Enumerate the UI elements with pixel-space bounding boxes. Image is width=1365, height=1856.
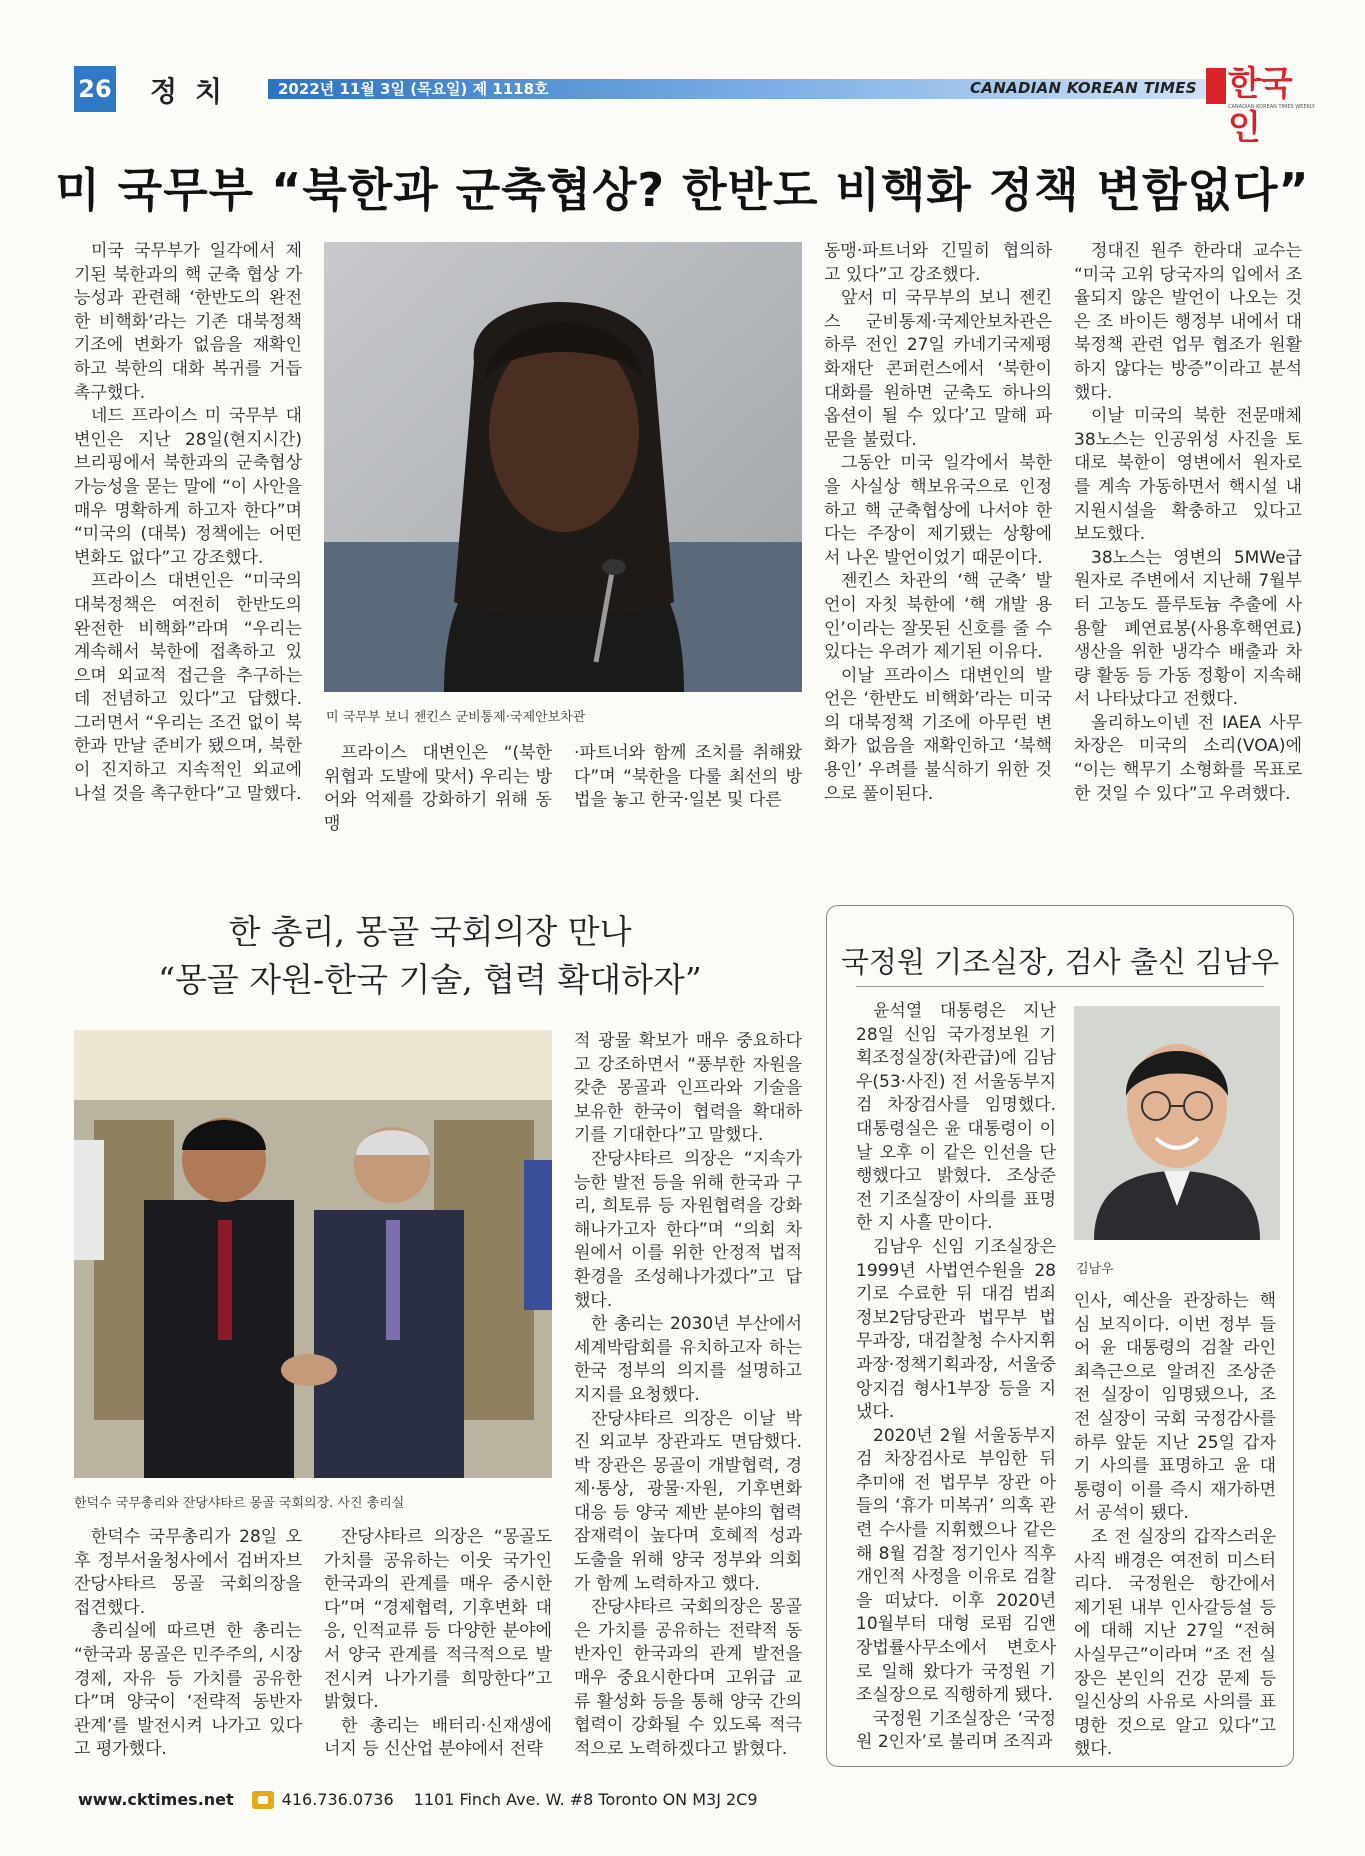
paragraph: 미국 국무부가 일각에서 제기된 북한과의 핵 군축 협상 가능성과 관련해 ‘한반도의 완전한 비핵화’라는 기존 대북정책 기조에 변화가 없음을 재확인하고 북한의 대화 복귀를 거듭 촉구했다. — [74, 241, 302, 403]
footer — [78, 1790, 758, 1809]
paragraph: 국정원 기조실장은 ‘국정원 2인자’로 불리며 조직과 — [856, 1708, 1056, 1753]
article1-column-3 — [574, 742, 802, 813]
phone-icon — [252, 1791, 274, 1809]
article1-headline: 미 국무부 “북한과 군축협상? 한반도 비핵화 정책 변함없다” — [55, 163, 1310, 217]
address: 1101 Finch Ave. W. #8 Toronto ON M3J 2C9 — [413, 1790, 758, 1809]
article1-column-2 — [324, 742, 552, 836]
article2-column-3 — [574, 1030, 802, 1761]
paragraph: 잔당샤타르 의장은 “지속가능한 발전 등을 위해 한국과 구리, 희토류 등 자원협력을 강화해나가고자 한다”며 “의회 차원에서 이를 위한 안정적 법적 환경을 조성해나가겠다”고 답했다. — [574, 1148, 802, 1311]
logo-mark-icon — [1206, 68, 1226, 104]
paragraph: 앞서 미 국무부의 보니 젠킨스 군비통제·국제안보차관은 하루 전인 27일 카네기국제평화재단 콘퍼런스에서 ‘북한이 대화를 원하면 군축도 하나의 옵션이 될 수 있다’고 말해 파문을 불렀다. — [824, 288, 1052, 450]
article3-photo — [1074, 1006, 1280, 1240]
paragraph: 한 총리는 배터리·신재생에너지 등 신산업 분야에서 전략 — [324, 1715, 552, 1760]
page-number: 26 — [74, 66, 116, 112]
logo-text: 한국인 — [1228, 64, 1292, 148]
handshake-photo-image — [74, 1030, 552, 1478]
paragraph: 적 광물 확보가 매우 중요하다고 강조하면서 “풍부한 자원을 갖춘 몽골과 인프라와 기술을 보유한 한국이 협력을 확대하기를 기대한다”고 말했다. — [574, 1031, 802, 1146]
masthead-logo — [1206, 62, 1318, 148]
paragraph: 정대진 원주 한라대 교수는 “미국 고위 당국자의 입에서 조율되지 않은 발언이 나오는 것은 조 바이든 행정부 내에서 대북정책 관련 업무 협조가 원활하지 않다는 방증”이라고 분석했다. — [1074, 241, 1302, 403]
publication-name: CANADIAN KOREAN TIMES — [970, 79, 1197, 97]
phone-number: 416.736.0736 — [281, 1790, 394, 1809]
paragraph: 프라이스 대변인은 “미국의 대북정책은 여전히 한반도의 완전한 비핵화”라며 “우리는 계속해서 북한에 접촉하고 있으며 외교적 접근을 추구하는 데 전념하고 있다”고 답했다. 그러면서 “우리는 조건 없이 북한과 만날 준비가 됐으며, 북한이 진지하고 지속적인 외교에 나설 것을 촉구한다”고 말했다. — [74, 571, 302, 804]
article1-column-5 — [1074, 240, 1302, 806]
paragraph: 2020년 2월 서울동부지검 차장검사로 부임한 뒤 추미애 전 법무부 장관 아들의 ‘휴가 미복귀’ 의혹 관련 수사를 지휘했으나 같은 해 8월 검찰 정기인사 직후 개인적 사정을 이유로 검찰을 떠났다. 이후 2020년 10월부터 대형 로펌 김앤장법률사무소에서 변호사로 일해 왔다가 국정원 기조실장으로 직행하게 됐다. — [856, 1425, 1056, 1706]
headshot-image — [1074, 1006, 1280, 1240]
paragraph: ·파트너와 함께 조치를 취해왔다”며 “북한을 다룰 최선의 방법을 놓고 한국·일본 및 다른 — [574, 743, 802, 811]
paragraph: 프라이스 대변인은 “(북한 위협과 도발에 맞서) 우리는 방어와 억제를 강화하기 위해 동맹 — [324, 743, 552, 834]
paragraph: 잔당샤타르 국회의장은 몽골은 가치를 공유하는 전략적 동반자인 한국과의 관계 발전을 매우 중요시한다며 고위급 교류 활성화 등을 통해 양국 간의 협력이 강화될 수 있도록 적극적으로 노력하겠다고 밝혔다. — [574, 1597, 802, 1759]
website-link[interactable]: www.cktimes.net — [78, 1790, 234, 1809]
paragraph: 이날 프라이스 대변인의 발언은 ‘한반도 비핵화’라는 미국의 대북정책 기조에 아무런 변화가 없음을 재확인하고 ‘북핵 용인’ 우려를 불식하기 위한 것으로 풀이된다. — [824, 665, 1052, 804]
paragraph: 젠킨스 차관의 ‘핵 군축’ 발언이 자칫 북한에 ‘핵 개발 용인’이라는 잘못된 신호를 줄 수 있다는 우려가 제기된 이유다. — [824, 571, 1052, 663]
article2-photo-caption: 한덕수 국무총리와 잔당샤타르 몽골 국회의장. 사진 총리실 — [74, 1496, 405, 1511]
article2-headline-line2: “몽골 자원-한국 기술, 협력 확대하자” — [158, 960, 702, 999]
article1-photo-caption: 미 국무부 보니 젠킨스 군비통제·국제안보차관 — [326, 710, 586, 725]
paragraph: 잔당샤타르 의장은 이날 박진 외교부 장관과도 면담했다. 박 장관은 몽골이 개발협력, 경제·통상, 광물·자원, 기후변화 대응 등 양국 제반 분야의 협력 잠재력이 높다며 호혜적 성과 도출을 위해 양국 정부와 의회가 함께 노력하자고 했다. — [574, 1408, 802, 1594]
article1-photo — [324, 242, 802, 692]
official-portrait-image — [324, 242, 802, 692]
paragraph: 잔당샤타르 의장은 “몽골도 가치를 공유하는 이웃 국가인 한국과의 관계를 매우 중시한다”며 “경제협력, 기후변화 대응, 인적교류 등 다양한 분야에서 양국 관계를 적극적으로 발전시켜 나가기를 희망한다”고 밝혔다. — [324, 1527, 552, 1713]
article3-headline: 국정원 기조실장, 검사 출신 김남우 — [840, 945, 1280, 979]
sidebar-divider — [856, 986, 1264, 987]
article2-column-1 — [74, 1526, 302, 1762]
article2-column-2 — [324, 1526, 552, 1762]
paragraph: 동맹·파트너와 긴밀히 협의하고 있다”고 강조했다. — [824, 241, 1052, 285]
article2-headline — [60, 908, 800, 1004]
paragraph: 한덕수 국무총리가 28일 오후 정부서울청사에서 검버자브 잔당샤타르 몽골 국회의장을 접견했다. — [74, 1527, 302, 1618]
paragraph: 김남우 신임 기조실장은 1999년 사법연수원을 28기로 수료한 뒤 대검 범죄정보2담당관과 법무부 법무과장, 대검찰청 수사지휘과장·정책기획과장, 서울중앙지검 형사1부장 등을 지냈다. — [856, 1236, 1056, 1423]
article3-photo-caption: 김남우 — [1076, 1262, 1114, 1277]
section-label: 정치 — [150, 75, 241, 108]
article1-column-4 — [824, 240, 1052, 806]
article1-column-1 — [74, 240, 302, 806]
logo-subtitle: CANADIAN KOREAN TIMES WEEKLY — [1228, 104, 1315, 110]
paragraph: 올리하노이넨 전 IAEA 사무차장은 미국의 소리(VOA)에 “이는 핵무기 소형화를 목표로 한 것일 수 있다”고 우려했다. — [1074, 712, 1302, 804]
paragraph: 인사, 예산을 관장하는 핵심 보직이다. 이번 정부 들어 윤 대통령의 검찰 라인 최측근으로 알려진 조상준 전 실장이 임명됐으나, 조 전 실장이 국회 국정감사를 하루 앞둔 지난 25일 갑자기 사의를 표명하고 윤 대통령이 이를 즉시 재가하면서 공석이 됐다. — [1074, 1291, 1276, 1524]
paragraph: 그동안 미국 일각에서 북한을 사실상 핵보유국으로 인정하고 핵 군축협상에 나서야 한다는 주장이 제기됐는 상황에서 나온 발언이었기 때문이다. — [824, 453, 1052, 568]
article2-photo — [74, 1030, 552, 1478]
article2-headline-line1: 한 총리, 몽골 국회의장 만나 — [228, 912, 632, 951]
paragraph: 한 총리는 2030년 부산에서 세계박람회를 유치하고자 하는 한국 정부의 의지를 설명하고 지지를 요청했다. — [574, 1314, 802, 1405]
paragraph: 윤석열 대통령은 지난 28일 신임 국가정보원 기획조정실장(차관급)에 김남우(53·사진) 전 서울동부지검 차장검사를 임명했다. 대통령실은 윤 대통령이 이날 오후 이 같은 인선을 단행했다고 밝혔다. 조상준 전 기조실장이 사의를 표명한 지 사흘 만이다. — [856, 1001, 1056, 1234]
paragraph: 총리실에 따르면 한 총리는 “한국과 몽골은 민주주의, 시장경제, 자유 등 가치를 공유한다”며 양국이 ‘전략적 동반자 관계’를 발전시켜 나가고 있다고 평가했다. — [74, 1621, 302, 1760]
paragraph: 네드 프라이스 미 국무부 대변인은 지난 28일(현지시간) 브리핑에서 북한과의 군축협상 가능성을 묻는 말에 “이 사안을 매우 명확하게 하고자 한다”며 “미국의 (대북) 정책에는 어떤 변화도 없다”고 강조했다. — [74, 406, 302, 568]
paragraph: 조 전 실장의 갑작스러운 사직 배경은 여전히 미스터리다. 국정원은 항간에서 제기된 내부 인사갈등설 등에 대해 지난 27일 “전혀 사실무근”이라며 “조 전 실장은 본인의 건강 문제 등 일신상의 사유로 사의를 표명한 것으로 알고 있다”고 했다. — [1074, 1526, 1276, 1760]
paragraph: 이날 미국의 북한 전문매체 38노스는 인공위성 사진을 토대로 북한이 영변에서 원자로를 계속 가동하면서 핵시설 내 지원시설을 확충하고 있다고 보도했다. — [1074, 406, 1302, 545]
article3-column-1 — [856, 1000, 1056, 1755]
paragraph: 38노스는 영변의 5MWe급 원자로 주변에서 지난해 7월부터 고농도 플루토늄 추출에 사용할 폐연료봉(사용후핵연료) 생산을 위한 냉각수 배출과 차량 활동 등 가동 정황이 지속해서 나타났다고 전했다. — [1074, 547, 1302, 710]
article3-column-2 — [1074, 1290, 1276, 1762]
issue-date: 2022년 11월 3일 (목요일) 제 1118호 — [278, 80, 549, 98]
